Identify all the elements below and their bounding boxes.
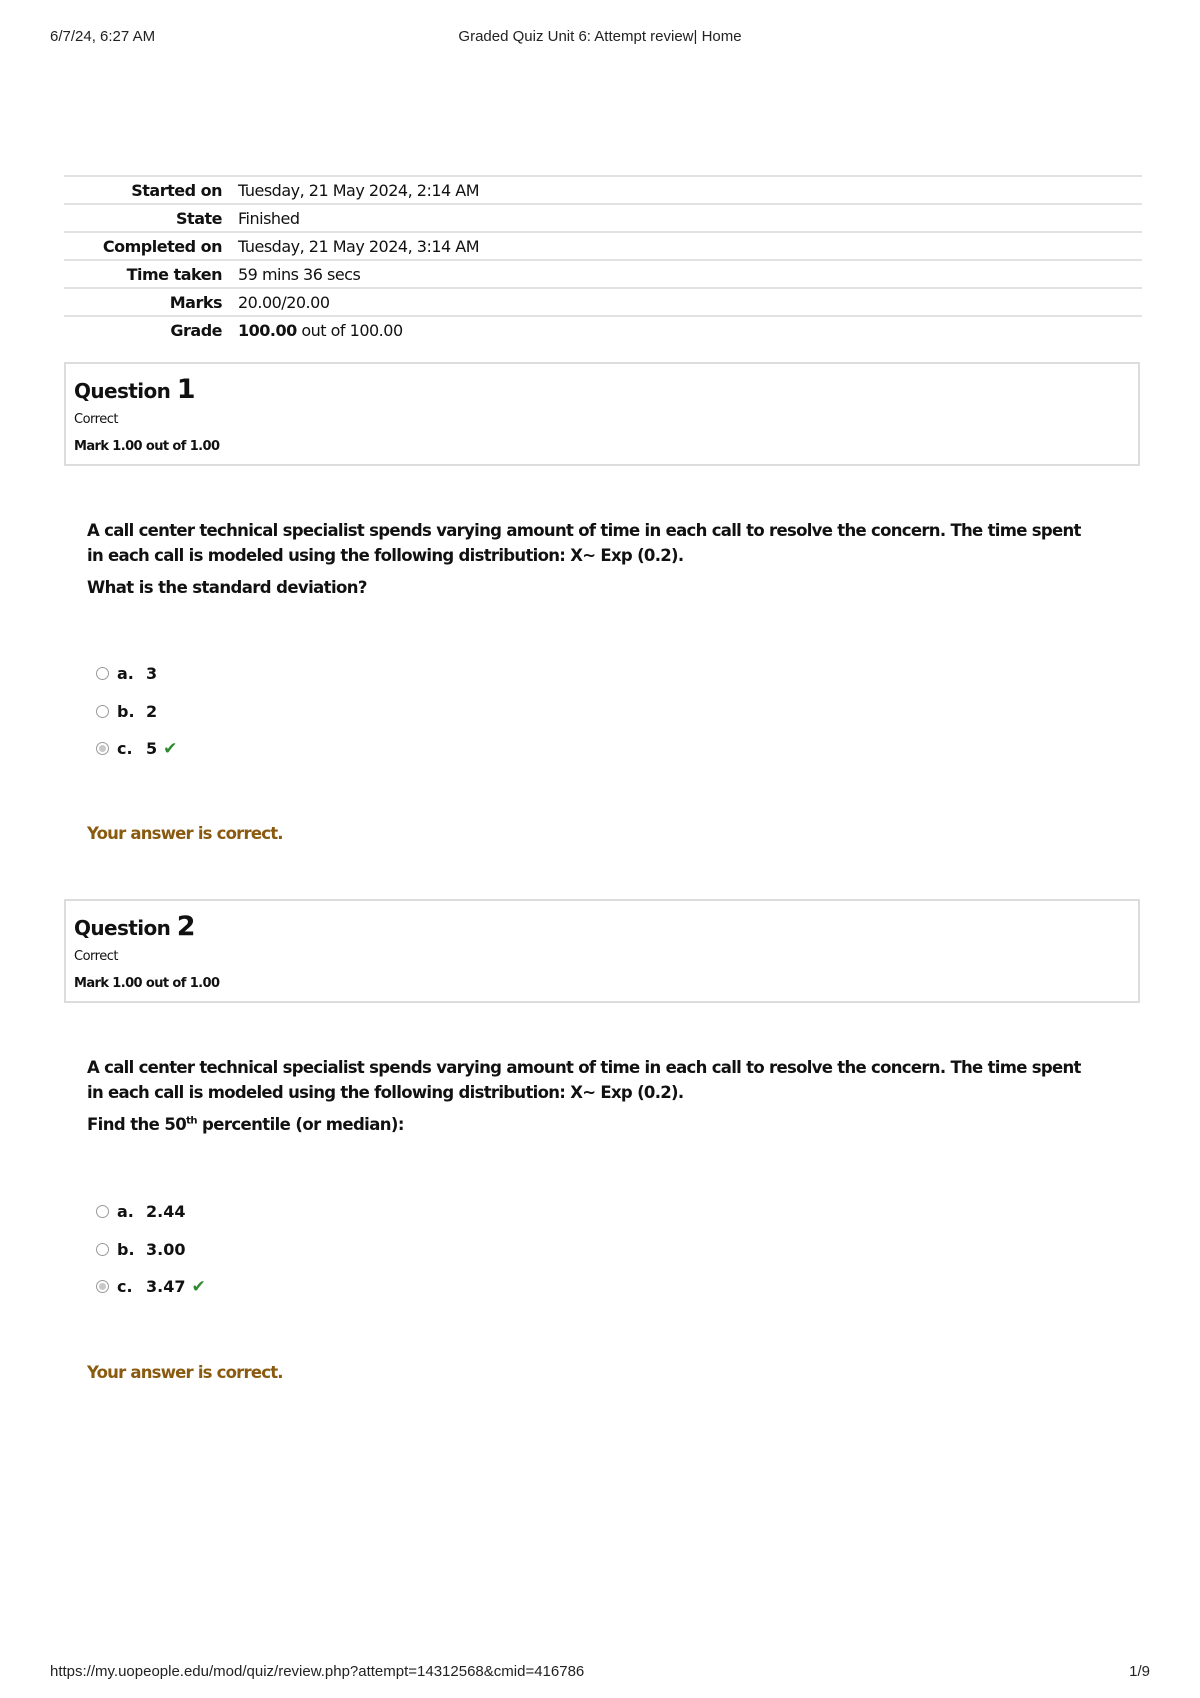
answer-option-c[interactable] bbox=[96, 1268, 206, 1306]
answer-option-b[interactable] bbox=[96, 1231, 206, 1269]
answer-text: 3.47 bbox=[146, 1277, 186, 1297]
radio-button[interactable] bbox=[96, 1243, 109, 1256]
summary-row-marks bbox=[64, 287, 1142, 315]
question-2-answers bbox=[96, 1193, 206, 1306]
prompt-text-end: percentile (or median): bbox=[196, 1115, 404, 1134]
radio-button-selected[interactable] bbox=[96, 1280, 109, 1293]
summary-value: Finished bbox=[238, 208, 300, 228]
print-footer bbox=[50, 1663, 1150, 1683]
question-mark: Mark 1.00 out of 1.00 bbox=[74, 976, 220, 991]
question-2-prompt bbox=[87, 1115, 404, 1134]
answer-letter: c. bbox=[117, 739, 133, 759]
prompt-text: Find the 50 bbox=[87, 1115, 187, 1134]
summary-row-state bbox=[64, 203, 1142, 231]
answer-text: 3.00 bbox=[146, 1239, 186, 1259]
question-1-feedback: Your answer is correct. bbox=[87, 824, 283, 843]
answer-text: 5 bbox=[146, 739, 158, 759]
question-title bbox=[74, 374, 195, 405]
answer-letter: b. bbox=[117, 1239, 135, 1259]
page-number: 1/9 bbox=[1129, 1663, 1150, 1680]
summary-row-started bbox=[64, 175, 1142, 203]
grade-value: 100.00 bbox=[238, 320, 297, 340]
summary-value: Tuesday, 21 May 2024, 3:14 AM bbox=[238, 236, 480, 256]
answer-letter: c. bbox=[117, 1277, 133, 1297]
radio-button[interactable] bbox=[96, 1205, 109, 1218]
question-1-prompt: What is the standard deviation? bbox=[87, 578, 367, 597]
question-2-info bbox=[64, 899, 1140, 1003]
summary-label: Time taken bbox=[126, 264, 222, 284]
answer-text: 3 bbox=[146, 664, 158, 684]
question-2-feedback: Your answer is correct. bbox=[87, 1363, 283, 1382]
attempt-summary-table bbox=[64, 175, 1142, 343]
question-1-info bbox=[64, 362, 1140, 466]
answer-option-a[interactable] bbox=[96, 655, 177, 693]
question-1-answers bbox=[96, 655, 177, 768]
answer-option-b[interactable] bbox=[96, 693, 177, 731]
question-2-text: A call center technical specialist spends varying amount of time in each call to resolve the concern. The time spent in each call is modeled using the following distribution: X~ Exp (0.2). bbox=[87, 1058, 1081, 1102]
prompt-superscript: th bbox=[186, 1115, 197, 1127]
summary-label: Marks bbox=[169, 292, 222, 312]
page-url: https://my.uopeople.edu/mod/quiz/review.php?attempt=14312568&cmid=416786 bbox=[50, 1663, 585, 1680]
summary-value bbox=[238, 321, 403, 340]
radio-button-selected[interactable] bbox=[96, 742, 109, 755]
answer-letter: b. bbox=[117, 701, 135, 721]
answer-letter: a. bbox=[117, 664, 134, 684]
question-state: Correct bbox=[74, 412, 118, 427]
question-mark: Mark 1.00 out of 1.00 bbox=[74, 439, 220, 454]
print-date: 6/7/24, 6:27 AM bbox=[50, 28, 156, 45]
summary-row-completed bbox=[64, 231, 1142, 259]
question-state: Correct bbox=[74, 949, 118, 964]
print-header bbox=[50, 28, 1150, 48]
grade-total: out of 100.00 bbox=[296, 320, 403, 340]
question-number: 2 bbox=[176, 911, 195, 942]
summary-value: Tuesday, 21 May 2024, 2:14 AM bbox=[238, 180, 480, 200]
summary-value: 59 mins 36 secs bbox=[238, 264, 361, 284]
summary-value: 20.00/20.00 bbox=[238, 292, 330, 312]
answer-text: 2 bbox=[146, 701, 158, 721]
question-label: Question bbox=[74, 916, 171, 940]
document-title: Graded Quiz Unit 6: Attempt review| Home bbox=[458, 28, 742, 45]
question-title bbox=[74, 911, 195, 942]
summary-row-grade bbox=[64, 315, 1142, 343]
radio-button[interactable] bbox=[96, 667, 109, 680]
summary-label: State bbox=[176, 208, 222, 228]
answer-text: 2.44 bbox=[146, 1202, 186, 1222]
summary-label: Grade bbox=[170, 320, 222, 340]
summary-label: Started on bbox=[131, 180, 222, 200]
summary-label: Completed on bbox=[102, 236, 222, 256]
answer-letter: a. bbox=[117, 1202, 134, 1222]
answer-option-c[interactable] bbox=[96, 730, 177, 768]
answer-option-a[interactable] bbox=[96, 1193, 206, 1231]
radio-button[interactable] bbox=[96, 705, 109, 718]
correct-check-icon: ✔ bbox=[163, 738, 178, 759]
question-label: Question bbox=[74, 379, 171, 403]
question-number: 1 bbox=[176, 374, 195, 405]
correct-check-icon: ✔ bbox=[191, 1276, 206, 1297]
summary-row-time-taken bbox=[64, 259, 1142, 287]
question-1-text: A call center technical specialist spends varying amount of time in each call to resolve the concern. The time spent in each call is modeled using the following distribution: X~ Exp (0.2). bbox=[87, 521, 1081, 565]
